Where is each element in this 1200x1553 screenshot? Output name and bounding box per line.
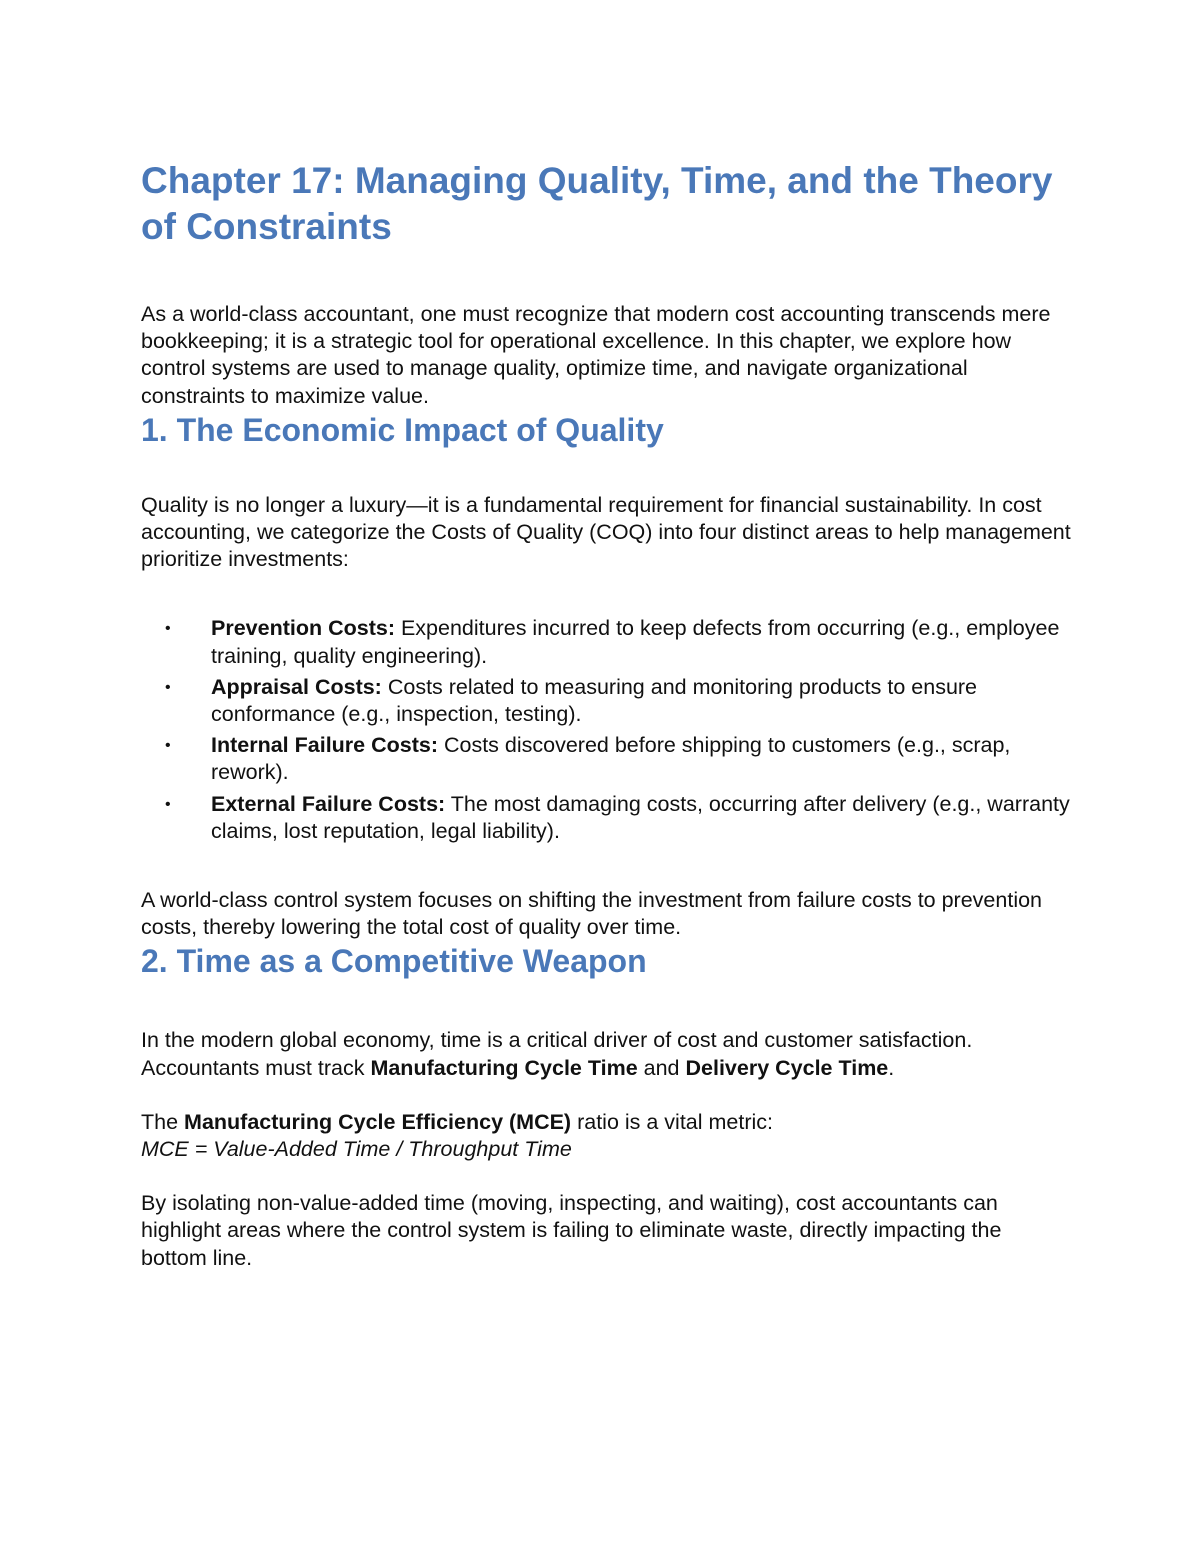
- list-item-internal-failure-costs: [141, 732, 1071, 786]
- bullet-icon: •: [165, 678, 171, 696]
- time-intro-end: .: [888, 1055, 895, 1080]
- time-intro-text: In the modern global economy, time is a critical driver of cost and customer satisfaction. Accountants must track: [141, 1028, 973, 1080]
- list-item-appraisal-costs: [141, 674, 1071, 728]
- quality-intro-paragraph: Quality is no longer a luxury—it is a fundamental requirement for financial sustainability. In cost accounting, we categorize the Costs of Quality (COQ) into four distinct areas to help management prioritize investments:: [141, 492, 1071, 572]
- intro-paragraph: As a world-class accountant, one must recognize that modern cost accounting transcends mere bookkeeping; it is a strategic tool for operational excellence. In this chapter, we explore how control systems are used to manage quality, optimize time, and navigate organizational constraints to maximize value.: [141, 302, 1051, 408]
- mce-text-start: The: [141, 1109, 185, 1134]
- list-item-term: External Failure Costs:: [211, 791, 446, 816]
- list-item-text: Expenditures incurred to keep defects from occurring (e.g., employee training, quality engineering).: [211, 616, 1060, 668]
- mce-paragraph: [141, 1109, 1071, 1163]
- list-item-external-failure-costs: [141, 791, 1071, 845]
- costs-of-quality-list: [141, 615, 1071, 845]
- time-intro-and: and: [637, 1055, 686, 1080]
- list-item-text: Costs related to measuring and monitoring products to ensure conformance (e.g., inspection, testing).: [211, 674, 978, 727]
- list-item-text: The most damaging costs, occurring after delivery (e.g., warranty claims, lost reputation, legal liability).: [211, 791, 1070, 843]
- list-item-text: Costs discovered before shipping to customers (e.g., scrap, rework).: [211, 733, 1011, 785]
- bullet-icon: •: [165, 795, 171, 813]
- section-heading-quality: 1. The Economic Impact of Quality: [141, 411, 664, 448]
- list-item-term: Appraisal Costs:: [211, 674, 382, 699]
- list-item-term: Prevention Costs:: [211, 616, 395, 641]
- mce-formula: MCE = Value-Added Time / Throughput Time: [141, 1137, 572, 1162]
- bullet-icon: •: [165, 737, 171, 755]
- section-heading-time: 2. Time as a Competitive Weapon: [141, 943, 647, 980]
- term-mce: Manufacturing Cycle Efficiency (MCE): [184, 1109, 572, 1134]
- list-item-prevention-costs: [141, 615, 1071, 669]
- list-item-term: Internal Failure Costs:: [211, 733, 438, 758]
- document-page: [141, 158, 1071, 1272]
- time-intro-paragraph: [141, 1027, 1071, 1081]
- term-manufacturing-cycle-time: Manufacturing Cycle Time: [370, 1055, 638, 1080]
- bullet-icon: •: [165, 620, 171, 638]
- quality-summary-paragraph: A world-class control system focuses on shifting the investment from failure costs to prevention costs, thereby lowering the total cost of quality over time.: [141, 888, 1043, 940]
- term-delivery-cycle-time: Delivery Cycle Time: [685, 1055, 889, 1080]
- mce-text-end: ratio is a vital metric:: [571, 1109, 774, 1134]
- closing-paragraph: By isolating non-value-added time (moving, inspecting, and waiting), cost accountants can highlight areas where the control system is failing to eliminate waste, directly impacting the bottom line.: [141, 1191, 1002, 1270]
- chapter-title: Chapter 17: Managing Quality, Time, and the Theory of Constraints: [141, 160, 1053, 247]
